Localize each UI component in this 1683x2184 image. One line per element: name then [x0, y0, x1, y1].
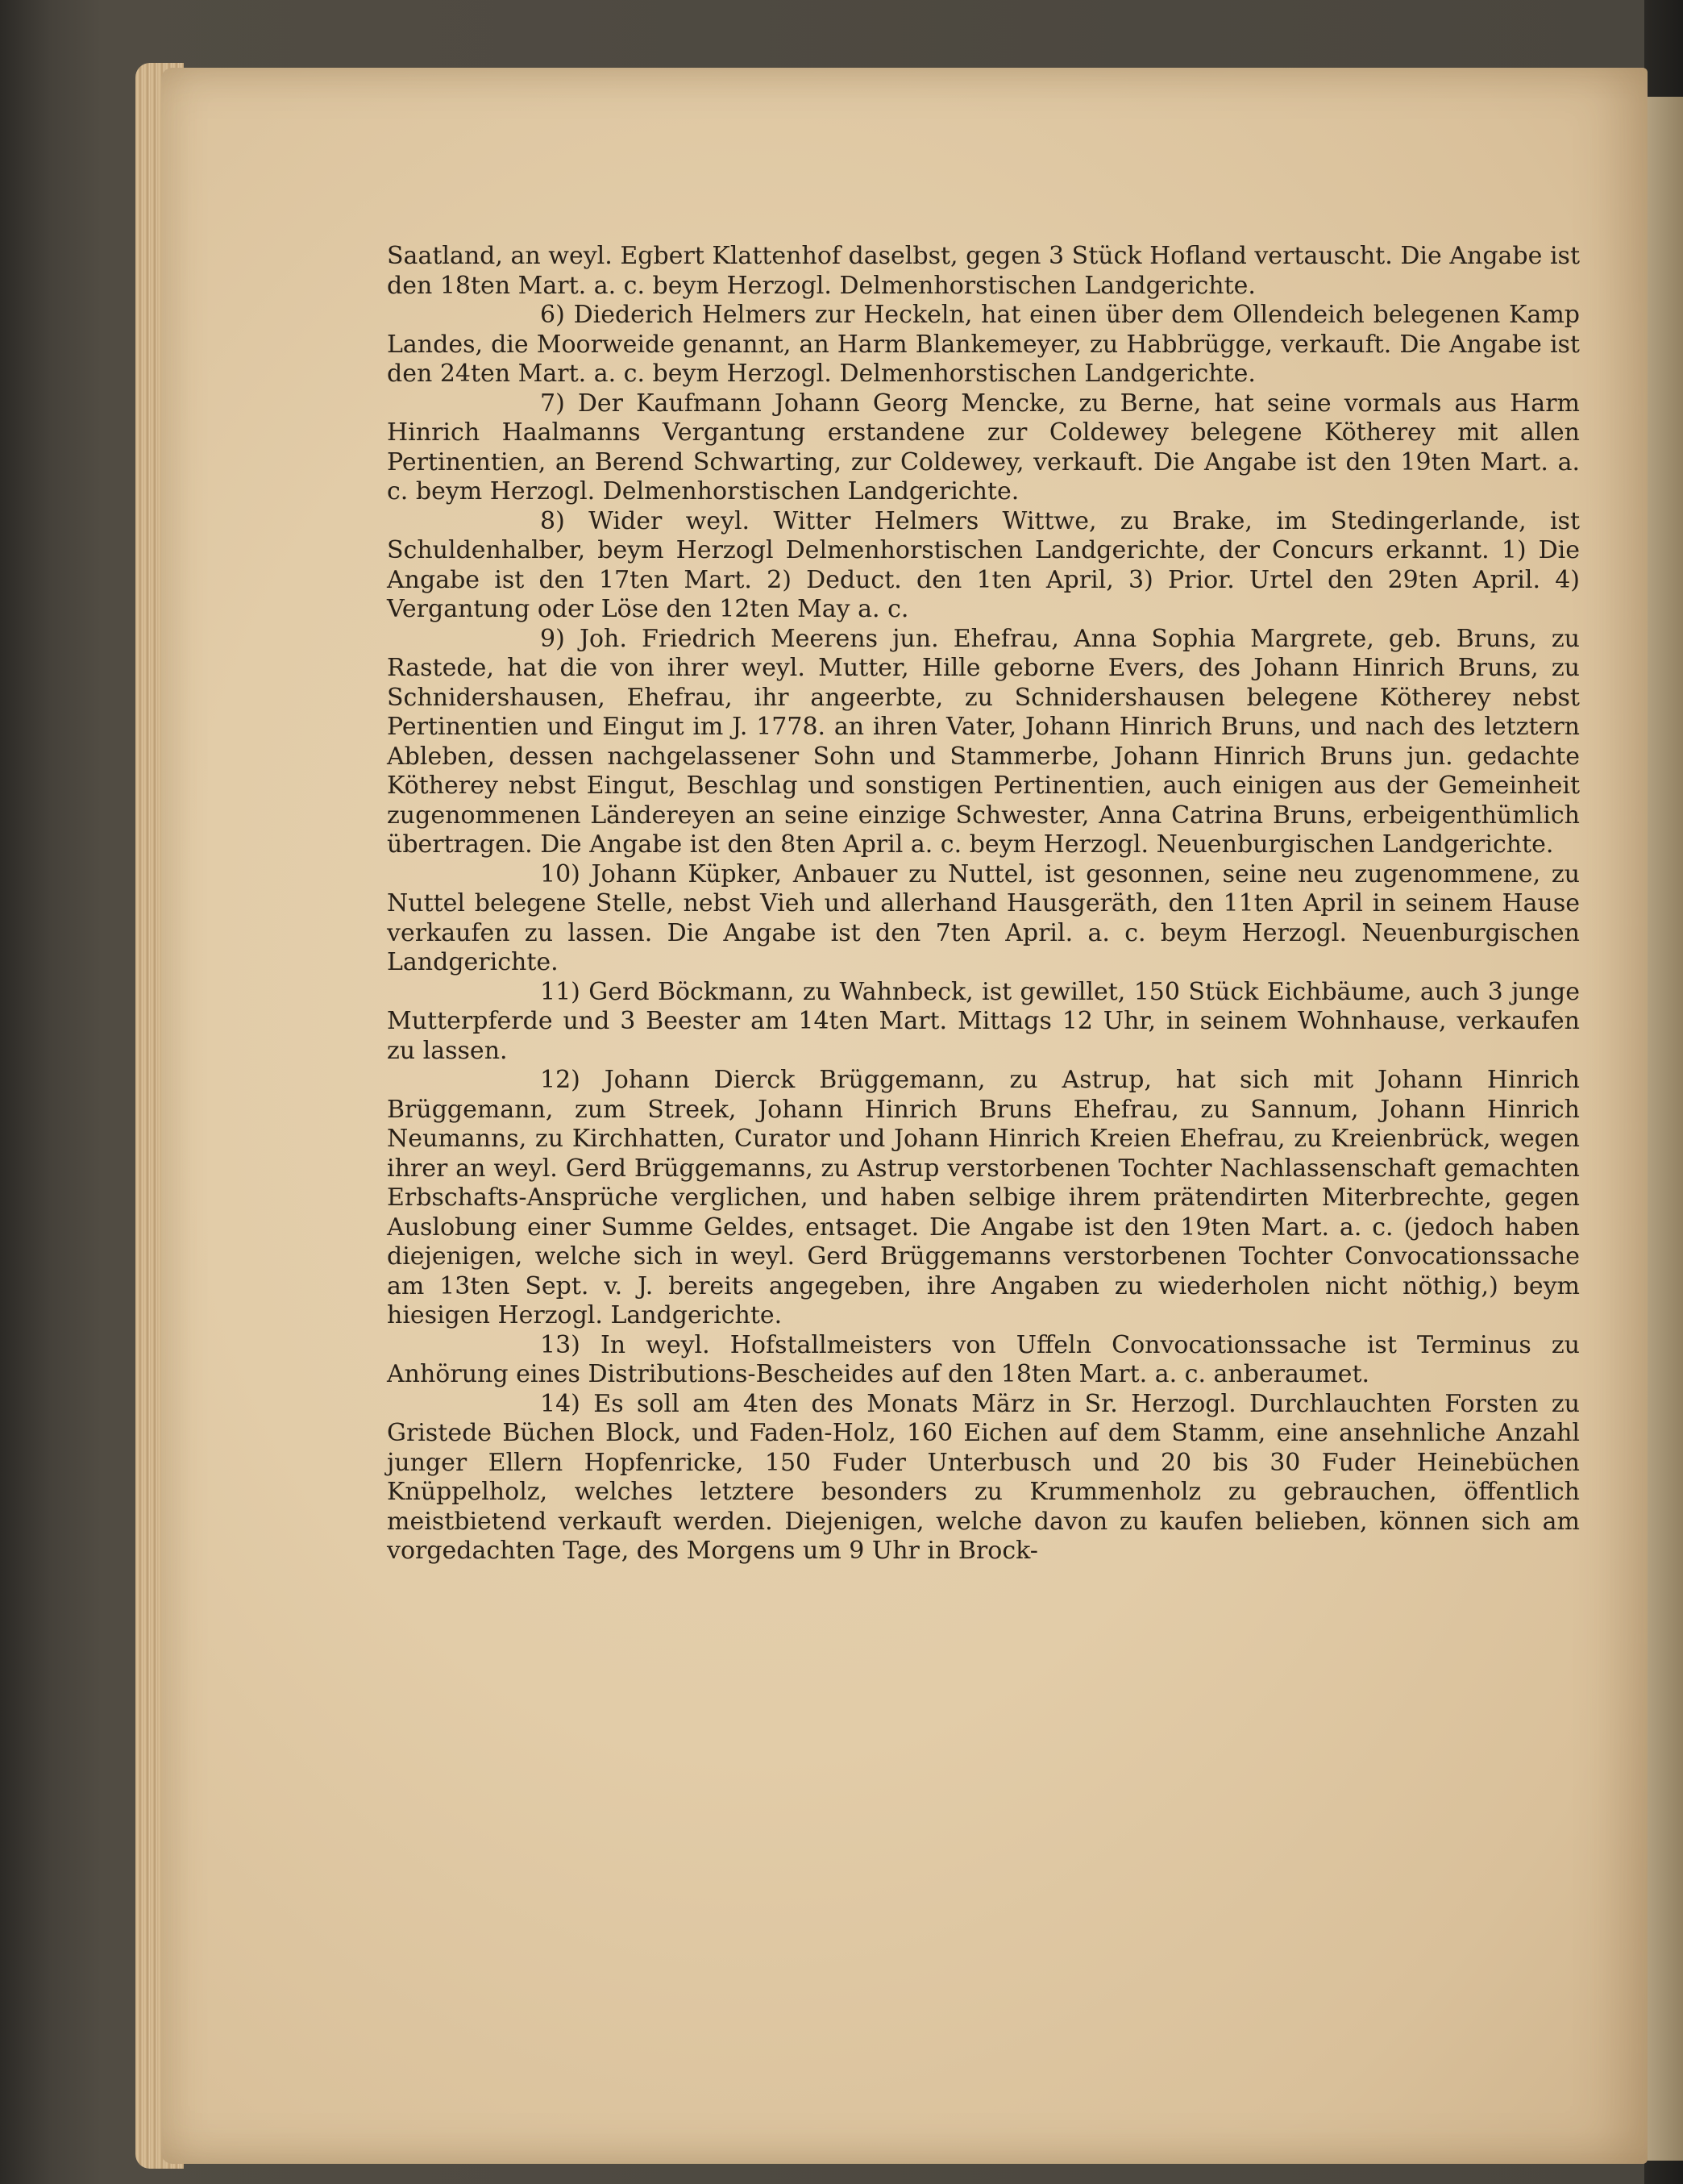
next-page-edge: [1644, 97, 1683, 2161]
paragraph: 11) Gerd Böckmann, zu Wahnbeck, ist gewillet, 150 Stück Eichbäume, auch 3 junge Mutterpferde und 3 Beester am 14ten Mart. Mittags 12 Uhr, in seinem Wohnhause, verkaufen zu lassen.: [387, 977, 1580, 1065]
paragraph: 7) Der Kaufmann Johann Georg Mencke, zu Berne, hat seine vormals aus Harm Hinrich Haalmanns Vergantung erstandene zur Coldewey belegene Kötherey mit allen Pertinentien, an Berend Schwarting, zur Coldewey, verkauft. Die Angabe ist den 19ten Mart. a. c. beym Herzogl. Delmenhorstischen Landgerichte.: [387, 389, 1580, 505]
paragraph: 12) Johann Dierck Brüggemann, zu Astrup, hat sich mit Johann Hinrich Brüggemann, zum Streek, Johann Hinrich Bruns Ehefrau, zu Sannum, Johann Hinrich Neumanns, zu Kirchhatten, Curator und Johann Hinrich Kreien Ehefrau, zu Kreienbrück, wegen ihrer an weyl. Gerd Brüggemanns, zu Astrup verstorbenen Tochter Nachlassenschaft gemachten Erbschafts-Ansprüche verglichen, und haben selbige ihrem prätendirten Miterbrechte, gegen Auslobung einer Summe Geldes, entsaget. Die Angabe ist den 19ten Mart. a. c. (jedoch haben diejenigen, welche sich in weyl. Gerd Brüggemanns verstorbenen Tochter Convocationssache am 13ten Sept. v. J. bereits angegeben, ihre Angaben zu wiederholen nicht nöthig,) beym hiesigen Herzogl. Landgerichte.: [387, 1066, 1580, 1329]
paragraph: 6) Diederich Helmers zur Heckeln, hat einen über dem Ollendeich belegenen Kamp Landes, die Moorweide genannt, an Harm Blankemeyer, zu Habbrügge, verkauft. Die Angabe ist den 24ten Mart. a. c. beym Herzogl. Delmenhorstischen Landgerichte.: [387, 301, 1580, 388]
paragraph: 9) Joh. Friedrich Meerens jun. Ehefrau, Anna Sophia Margrete, geb. Bruns, zu Rastede, hat die von ihrer weyl. Mutter, Hille geborne Evers, des Johann Hinrich Bruns, zu Schnidershausen, Ehefrau, ihr angeerbte, zu Schnidershausen belegene Kötherey nebst Pertinentien und Eingut im J. 1778. an ihren Vater, Johann Hinrich Bruns, und nach des letztern Ableben, dessen nachgelassener Sohn und Stammerbe, Johann Hinrich Bruns jun. gedachte Kötherey nebst Eingut, Beschlag und sonstigen Pertinentien, auch einigen aus der Gemeinheit zugenommenen Ländereyen an seine einzige Schwester, Anna Catrina Bruns, erbeigenthümlich übertragen. Die Angabe ist den 8ten April a. c. beym Herzogl. Neuenburgischen Landgerichte.: [387, 624, 1580, 859]
paragraph: 13) In weyl. Hofstallmeisters von Uffeln Convocationssache ist Terminus zu Anhörung eines Distributions-Bescheides auf den 18ten Mart. a. c. anberaumet.: [387, 1330, 1580, 1388]
paragraph: Saatland, an weyl. Egbert Klattenhof daselbst, gegen 3 Stück Hofland vertauscht. Die Angabe ist den 18ten Mart. a. c. beym Herzogl. Delmenhorstischen Landgerichte.: [387, 242, 1580, 300]
paragraph: 14) Es soll am 4ten des Monats März in Sr. Herzogl. Durchlauchten Forsten zu Gristede Büchen Block, und Faden-Holz, 160 Eichen auf dem Stamm, eine ansehnliche Anzahl junger Ellern Hopfenricke, 150 Fuder Unterbusch und 20 bis 30 Fuder Heinebüchen Knüppelholz, welches letztere besonders zu Krummenholz zu gebrauchen, öffentlich meistbietend verkauft werden. Diejenigen, welche davon zu kaufen belieben, können sich am vorgedachten Tage, des Morgens um 9 Uhr in Brock-: [387, 1389, 1580, 1565]
paragraph: 10) Johann Küpker, Anbauer zu Nuttel, ist gesonnen, seine neu zugenommene, zu Nuttel belegene Stelle, nebst Vieh und allerhand Hausgeräth, den 11ten April in seinem Hause verkaufen zu lassen. Die Angabe ist den 7ten April. a. c. beym Herzogl. Neuenburgischen Landgerichte.: [387, 859, 1580, 976]
body-text: [387, 242, 1580, 1887]
paragraph: 8) Wider weyl. Witter Helmers Wittwe, zu Brake, im Stedingerlande, ist Schuldenhalber, beym Herzogl Delmenhorstischen Landgerichte, der Concurs erkannt. 1) Die Angabe ist den 17ten Mart. 2) Deduct. den 1ten April, 3) Prior. Urtel den 29ten April. 4) Vergantung oder Löse den 12ten May a. c.: [387, 506, 1580, 623]
